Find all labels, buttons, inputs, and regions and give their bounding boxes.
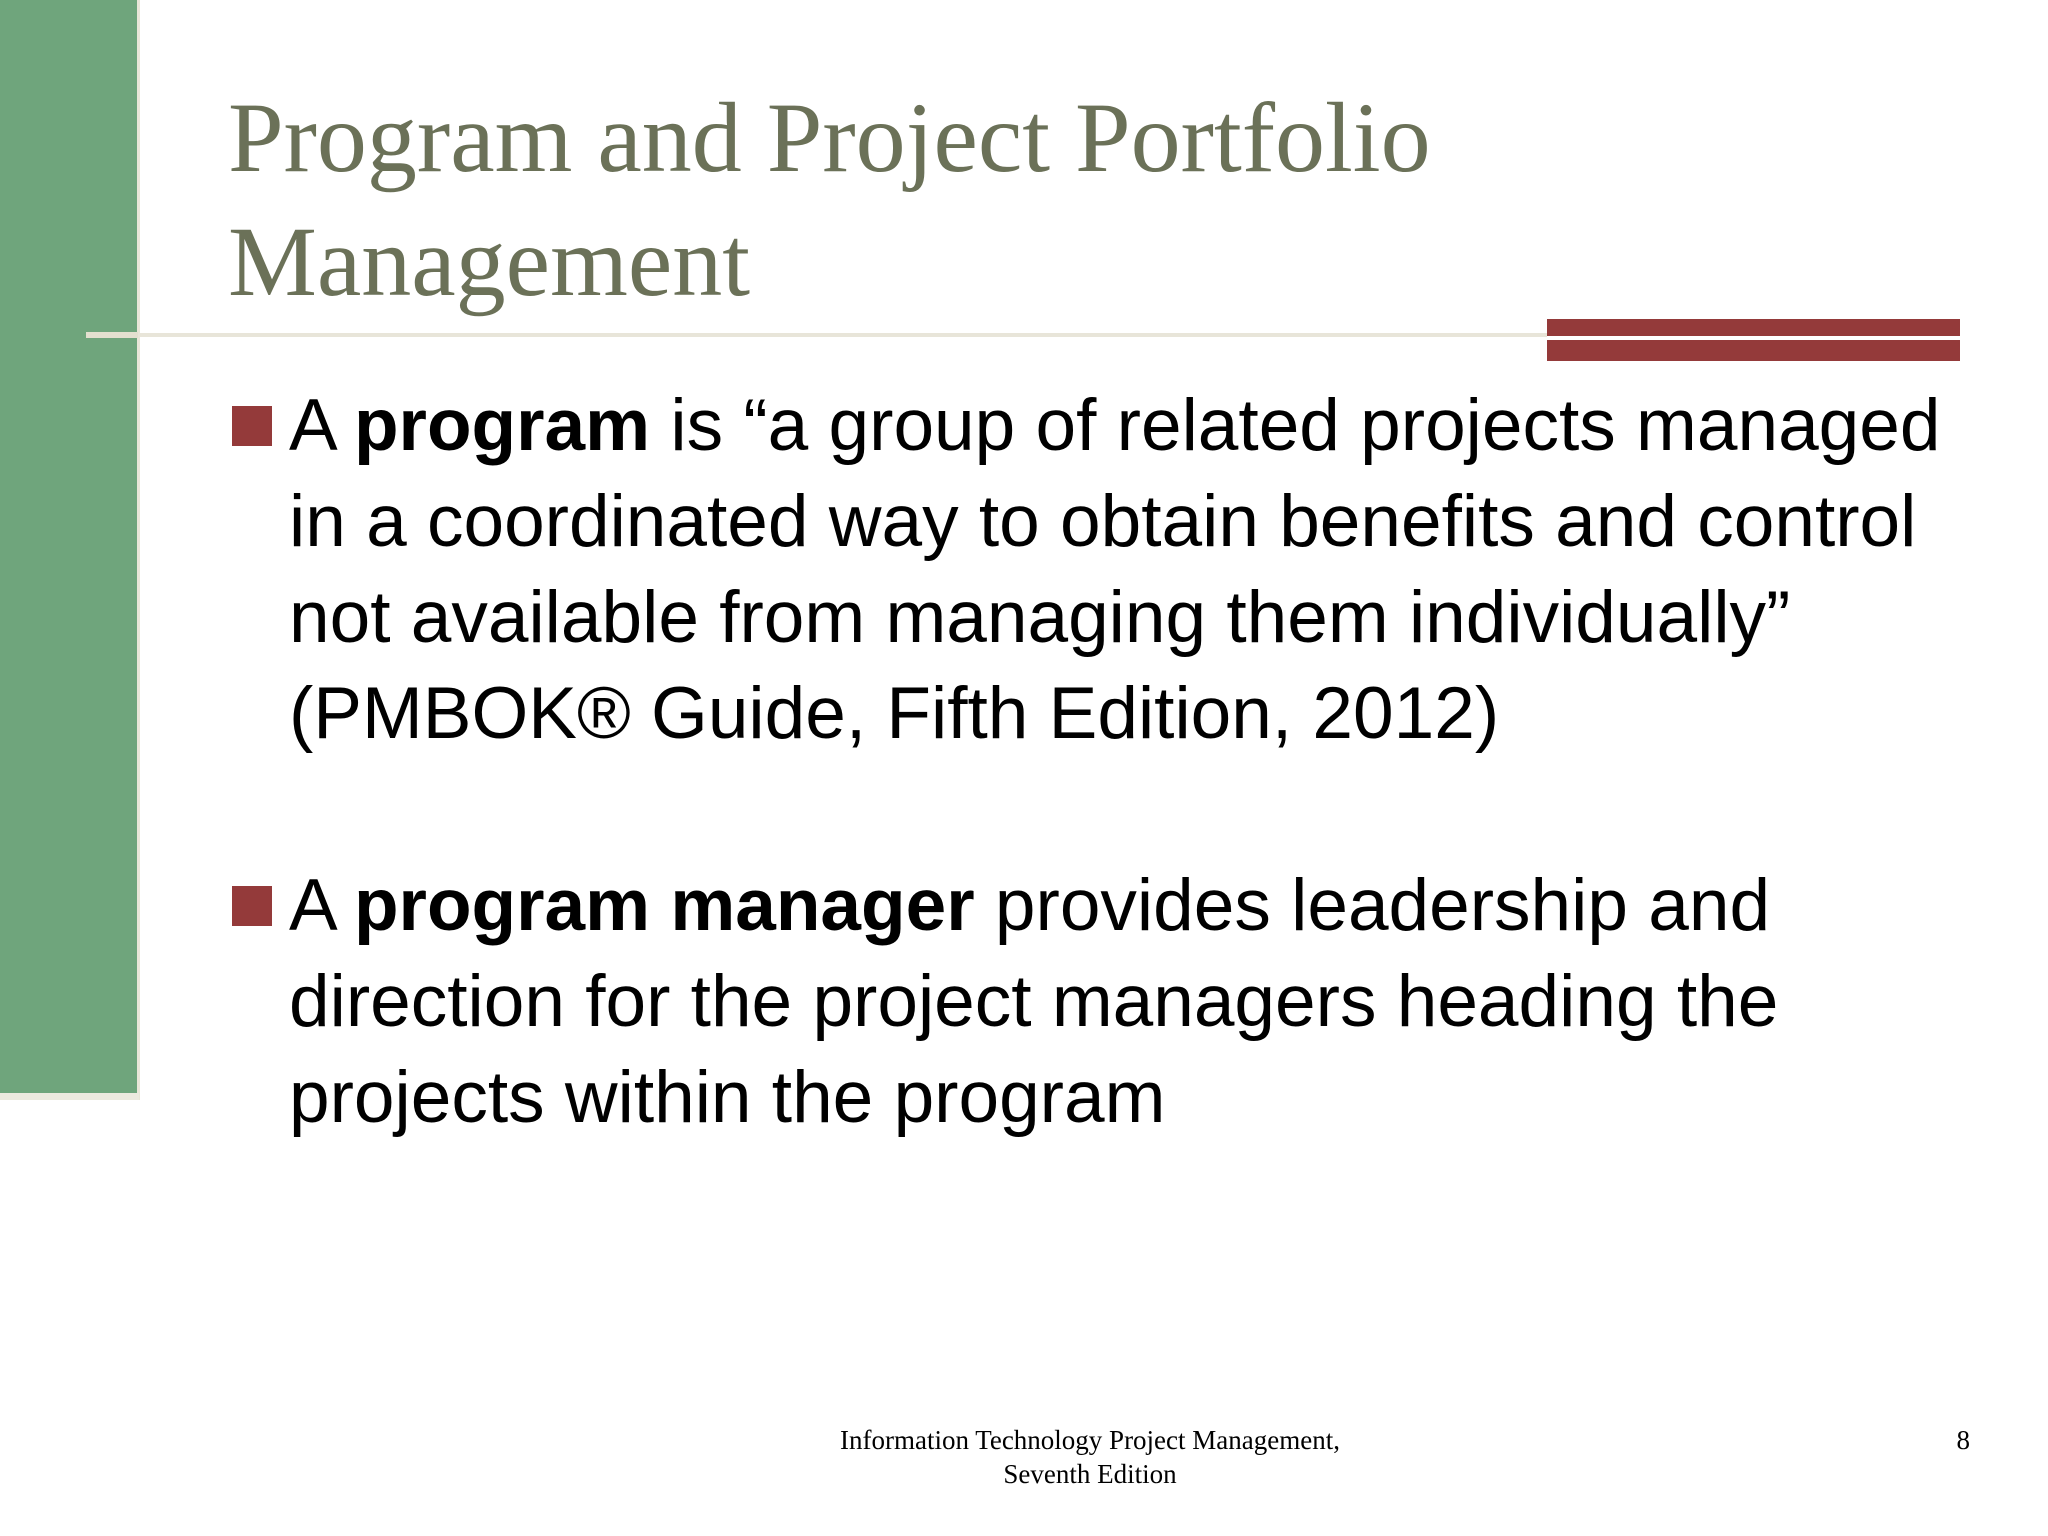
page-number: 8	[1956, 1425, 1970, 1455]
bullet-program-manager	[232, 858, 1992, 1146]
left-accent-bar-edge	[137, 0, 140, 1100]
red-accent-bar	[1547, 319, 1960, 361]
slide-title: Program and Project Portfolio Management	[228, 82, 1431, 317]
bullet-term: program manager	[353, 865, 975, 946]
left-accent-bar	[0, 0, 137, 1093]
bullet-program-definition	[232, 378, 1992, 762]
square-bullet-icon	[232, 886, 272, 926]
bullet-body-text: is “a group of related projects managed in a coordinated way to obtain benefits and control not available from managing them individually” (PMBOK® Guide, Fifth Edition, 2012)	[289, 385, 1941, 754]
red-accent-bar-stripe	[1547, 336, 1960, 340]
left-accent-bar-shadow	[0, 1093, 139, 1100]
bullet-list	[232, 378, 1992, 1146]
bullet-lead-text: A	[289, 385, 354, 466]
bullet-lead-text: A	[289, 865, 354, 946]
slide-footer	[790, 1423, 1390, 1491]
footer-line-1: Information Technology Project Management,	[840, 1425, 1340, 1455]
bullet-term: program	[353, 385, 651, 466]
square-bullet-icon	[232, 406, 272, 446]
bullet-body-text: provides leadership and direction for the project managers heading the projects within the program	[289, 865, 1779, 1138]
footer-line-2: Seventh Edition	[1003, 1459, 1177, 1489]
title-divider-stub	[86, 332, 138, 338]
